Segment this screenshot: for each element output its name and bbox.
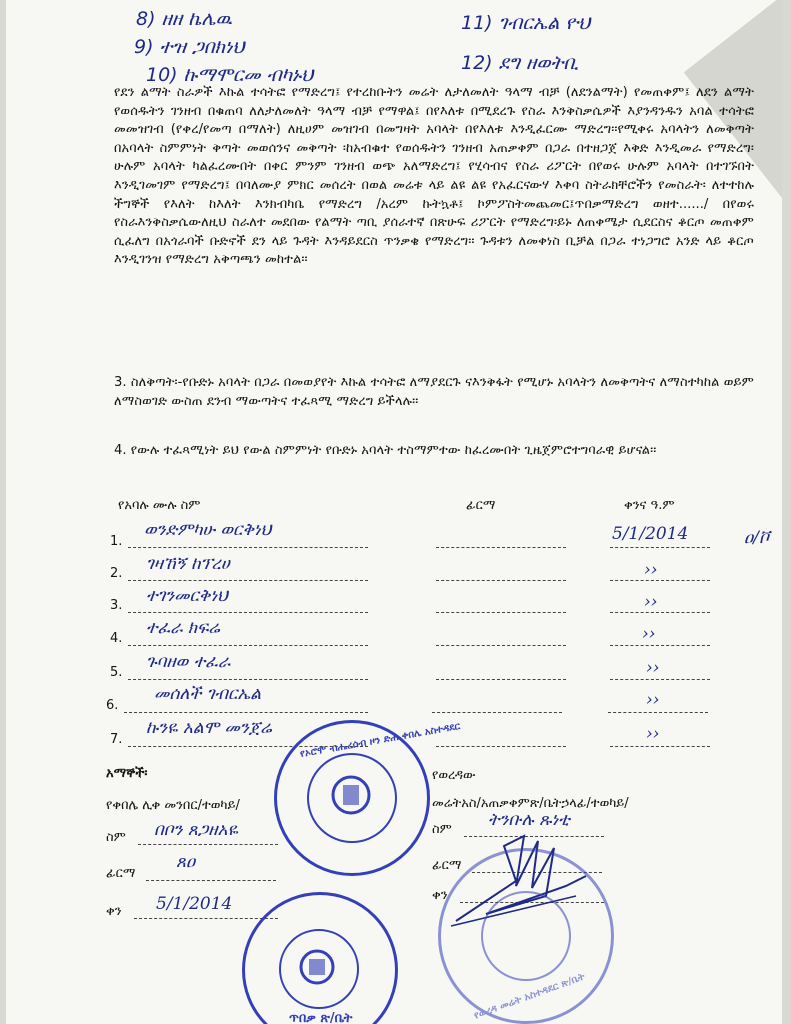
signature-line <box>432 712 562 713</box>
note-line-9: 9) ተዝ ጋበክነህ <box>134 36 245 58</box>
member-name: ተፈራ ክፍሬ <box>146 618 220 638</box>
agreement-paragraph: የደን ልማት ስራዎች እኩል ተሳትፎ የማድረግ፤ የተረከቡትን መሬት ለታለመለት ዓላማ ብቻ (ለደንልማት) የመጠቀም፤ ለደን ልማት የወሰዱትን ገንዘብ በቁጠባ ለለታለመለት ዓላማ ብቻ የማዋል፤ በየእለቱ በሚደረጉ የስራ እንቅስቃሴዎች እያንዳንዱን አባል ተሳትፎ መመዝገብ (የቀረ/የመጣ በማለት) ለዚሀም መዝገብ በመግዛት አባላት በየእለቱ እንዲፈርሙ ማድረግ፡፡የሚቀሩ አባላትን ለመቅጣት በአባላት ስምምነት ቅጣት መወሰንና መቅጣት ፡ከአብቁተ የወሰዱትን ገንዘብ አጠቃቀም በጋራ በተዘጋጀ እቅድ እንዲመራ የማድረግ፡ሁሉም አባላት ካልፈረሙበት በቀር ምንም ገንዘብ ወጭ አለማድረግ፤ የሂሳብና የስራ ሪፖርት በየወሩ ሁሉም አባላት በተገኙበት እንዲገመገም የማድረግ፤ በባለሙያ ምክር መሰረት በወል መሬቱ ላይ ልዩ ልዩ የአፈርናውሃ እቀባ ስትራክቸሮችን የመስራት፡ ለተተከሉ ችግኞች የእለት ከእለት እንክብካቤ የማድረግ /አረም ኩትኳቶ፤ ኮምፖስትመጨመር፤ጥበቃማድረግ ወዘተ....../ በየወሩ የስራእንቅስቃሴውለዚህ ስራለተ መደበው የልማት ጣቢ ያሰራተኛ በጽሁፍ ሪፖርት የማድረግ፡ይኑ ለጠቀሜታ ሲደርስና ቆርጦ መጠቀም ሲፈለግ በአጎራባች ቡድኖች ደን ላይ ጉዳት እንዳይደርስ ጥንቃቄ የማድረግ፡፡ ጉዳቱን ለመቀነስ ቢቻል በጋራ ተነጋግሮ አንድ ላይ ቆርጦ እንዲገንዝ የማድረግ አቅጣጫን መከተል፡፡ <box>114 85 754 268</box>
date-note: ዐ/ቮ <box>744 528 770 548</box>
chair-name: በቦን ጸጋዘአዬ <box>154 820 238 840</box>
member-name: ኩንዬ አልሞ መንጀሬ <box>146 718 272 738</box>
woreda-heading: የወረዳው <box>432 768 476 783</box>
kebele-chair-label: የቀበሌ ሊቀ መንበር/ተወካይ/ <box>106 798 240 813</box>
member-date: ›› <box>646 724 660 744</box>
document-page <box>6 0 782 1024</box>
note-line-12: 12) ደግ ዘወትቢ <box>461 52 579 74</box>
row-number: 2. <box>110 566 123 581</box>
date-line <box>608 712 708 713</box>
name-line <box>128 679 368 680</box>
woreda-sign-label: ፊርማ <box>432 858 462 873</box>
note-line-11: 11) ገብርኤል ዮህ <box>461 12 591 34</box>
signature-line <box>436 547 566 548</box>
woreda-name: ትንቡሉ ጹነቲ <box>488 810 570 830</box>
chair-sign-line <box>146 880 276 881</box>
chair-name-line <box>138 844 278 845</box>
woreda-office-label: መሬትአስ/አጠቃቀምጽ/ቤትኃላፊ/ተወካይ/ <box>432 796 629 811</box>
penalty-paragraph: 3. ስለቅጣት፡-የቡድኑ አባላት በጋራ በመወያየት እኩል ተሳትፎ ለማያደርጉ ናእንቅፋት የሚሆኑ አባላትን ለመቅጣትና ለማስተካከል ወይም ለማስወገድ ውስጠ ደንብ ማውጣትና ተፈጻሚ ማድረግ ይችላሉ፡፡ <box>114 375 754 409</box>
chair-date: 5/1/2014 <box>156 894 233 914</box>
note-line-8: 8) ዘዘ ኬሌዉ <box>136 8 232 30</box>
chair-date-line <box>134 918 278 919</box>
office-seal-text: ጥበቃ ጽ/ቤት <box>289 1011 353 1024</box>
row-number: 4. <box>110 631 123 646</box>
office-seal-stamp <box>242 892 398 1024</box>
member-name: ገዛኸኝ ከፕረሀ <box>146 554 230 574</box>
member-name: ተገንመርቅነህ <box>146 586 228 606</box>
row-number: 7. <box>110 732 123 747</box>
woreda-seal-stamp <box>438 848 614 1024</box>
emblem-icon <box>329 773 373 817</box>
witnesses-heading: አማኞች፡ <box>106 766 148 781</box>
date-line <box>610 746 710 747</box>
signature-line <box>436 612 566 613</box>
member-name: ጉባዘወ ተፈራ <box>146 652 231 672</box>
member-date: ›› <box>644 560 658 580</box>
chair-name-label: ስም <box>106 830 126 845</box>
member-date: ›› <box>644 592 658 612</box>
date-line <box>610 580 710 581</box>
row-number: 5. <box>110 665 123 680</box>
row-number: 6. <box>106 698 119 713</box>
date-line <box>610 679 710 680</box>
woreda-date-label: ቀን <box>432 888 448 903</box>
woreda-name-label: ስም <box>432 822 452 837</box>
member-name: መሰለች ገብርኤል <box>154 684 261 704</box>
woreda-seal-text: የወረዳ መሬት አስተዳደር ጽ/ቤት <box>472 971 587 1022</box>
signature-line <box>436 580 566 581</box>
signature-line <box>436 645 566 646</box>
member-name: ወንድምካሁ ወርቅነህ <box>144 520 272 540</box>
effectiveness-paragraph: 4. የውሉ ተፈጻሚነት ይህ የውል ስምምነት የቡድኑ አባላት ተስማምተው ከፈረሙበት ጊዜጀምሮተግባራዊ ይሆናል፡፡ <box>114 443 657 458</box>
row-number: 3. <box>110 598 123 613</box>
name-line <box>128 645 368 646</box>
row-number: 1. <box>110 534 123 549</box>
date-line <box>610 645 710 646</box>
name-line <box>124 712 368 713</box>
signature-line <box>436 746 566 747</box>
member-date: 5/1/2014 <box>612 524 689 544</box>
note-line-10: 10) ኩማሞርመ ብካኑህ <box>146 64 314 86</box>
date-line <box>610 612 710 613</box>
chair-sign-label: ፊርማ <box>106 866 136 881</box>
column-header-date: ቀንና ዓ.ም <box>624 498 675 513</box>
member-date: ›› <box>642 624 656 644</box>
member-date: ›› <box>646 658 660 678</box>
name-line <box>128 547 368 548</box>
column-header-signature: ፊርማ <box>466 498 496 513</box>
kebele-seal-text: የኦሮሞ ብሔረሰብ ዞን ድሐ ቀበሌ አስተዳደር <box>299 720 461 761</box>
column-header-name: የአባሉ ሙሉ ስም <box>118 498 201 513</box>
date-line <box>610 547 710 548</box>
chair-signature: ጸዐ <box>176 852 196 872</box>
name-line <box>128 580 368 581</box>
member-date: ›› <box>646 690 660 710</box>
emblem-icon <box>297 947 337 987</box>
name-line <box>128 612 368 613</box>
chair-date-label: ቀን <box>106 904 122 919</box>
signature-line <box>436 679 566 680</box>
